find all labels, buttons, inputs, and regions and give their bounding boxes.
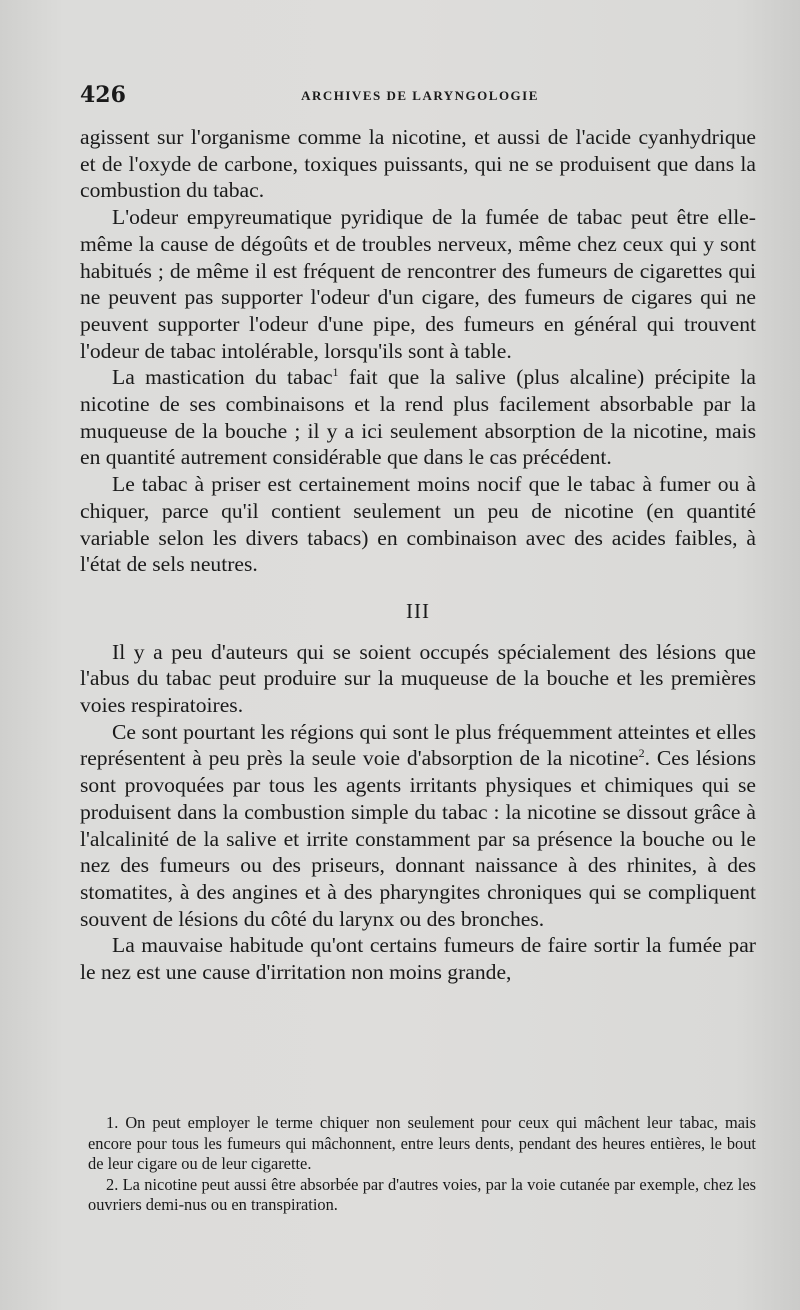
footnote: 2. La nicotine peut aussi être absorbée par d'autres voies, par la voie cutanée par exemple, chez les ouvriers demi-nus ou en transpiration. xyxy=(88,1174,756,1214)
footnote-reference: 2 xyxy=(638,746,645,761)
paragraph xyxy=(80,364,756,471)
paragraph xyxy=(80,719,756,933)
footnote-reference: 1 xyxy=(332,365,339,380)
paragraph: Le tabac à priser est certainement moins nocif que le tabac à fumer ou à chiquer, parce qu'il contient seulement un peu de nicotine (en quantité variable selon les divers tabacs) en combinaison avec des acides faibles, à l'état de sels neutres. xyxy=(80,472,756,577)
paragraph-text: Ce sont pourtant les régions qui sont le plus fréquemment atteintes et elles représentent à peu près la seule voie d'absorption de la nicotine xyxy=(80,719,756,771)
paragraph-text: . Ces lésions sont provoquées par tous les agents irritants physiques et chimiques qui se produisent dans la combustion simple du tabac : la nicotine se dissout grâce à l'alcalinité de la salive et irrite constamment par sa présence la bouche ou le nez des fumeurs ou des priseurs, donnant naissance à des rhinites, à des stomatites, à des angines et à des pharyngites chroniques qui se compliquent souvent de lésions du côté du larynx ou des bronches. xyxy=(80,746,756,931)
page-number: 426 xyxy=(80,82,126,108)
footnotes xyxy=(88,1113,756,1216)
main-text xyxy=(80,124,756,986)
page-header xyxy=(80,82,760,112)
paragraph-text: fait que la salive (plus alcaline) précipite la nicotine de ses combinaisons et la rend plus facilement absorbable par la muqueuse de la bouche ; il y a ici seulement absorption de la nicotine, mais en quantité autrement considérable que dans le cas précédent. xyxy=(80,365,756,470)
paragraph-continuation: agissent sur l'organisme comme la nicotine, et aussi de l'acide cyanhydrique et de l'oxyde de carbone, toxiques puissants, qui ne se produisent que dans la combustion du tabac. xyxy=(80,125,756,203)
paragraph: Il y a peu d'auteurs qui se soient occupés spécialement des lésions que l'abus du tabac peut produire sur la muqueuse de la bouche et les premières voies respiratoires. xyxy=(80,639,756,718)
paragraph-text: La mastication du tabac xyxy=(112,365,333,390)
paragraph: L'odeur empyreumatique pyridique de la fumée de tabac peut être elle-même la cause de dégoûts et de troubles nerveux, même chez ceux qui y sont habitués ; de même il est fréquent de rencontrer des fumeurs de cigarettes qui ne peuvent pas supporter l'odeur d'un cigare, des fumeurs de cigares qui ne peuvent supporter l'odeur d'une pipe, des fumeurs en général qui trouvent l'odeur de tabac intolérable, lorsqu'ils sont à table. xyxy=(80,205,756,363)
footnote: 1. On peut employer le terme chiquer non seulement pour ceux qui mâchent leur tabac, mais encore pour tous les fumeurs qui mâchonnent, entre leurs dents, pendant des heures entières, le bout de leur cigare ou de leur cigarette. xyxy=(88,1113,756,1173)
paragraph: La mauvaise habitude qu'ont certains fumeurs de faire sortir la fumée par le nez est une cause d'irritation non moins grande, xyxy=(80,933,756,985)
section-heading: III xyxy=(406,598,430,623)
running-title: ARCHIVES DE LARYNGOLOGIE xyxy=(301,88,539,103)
